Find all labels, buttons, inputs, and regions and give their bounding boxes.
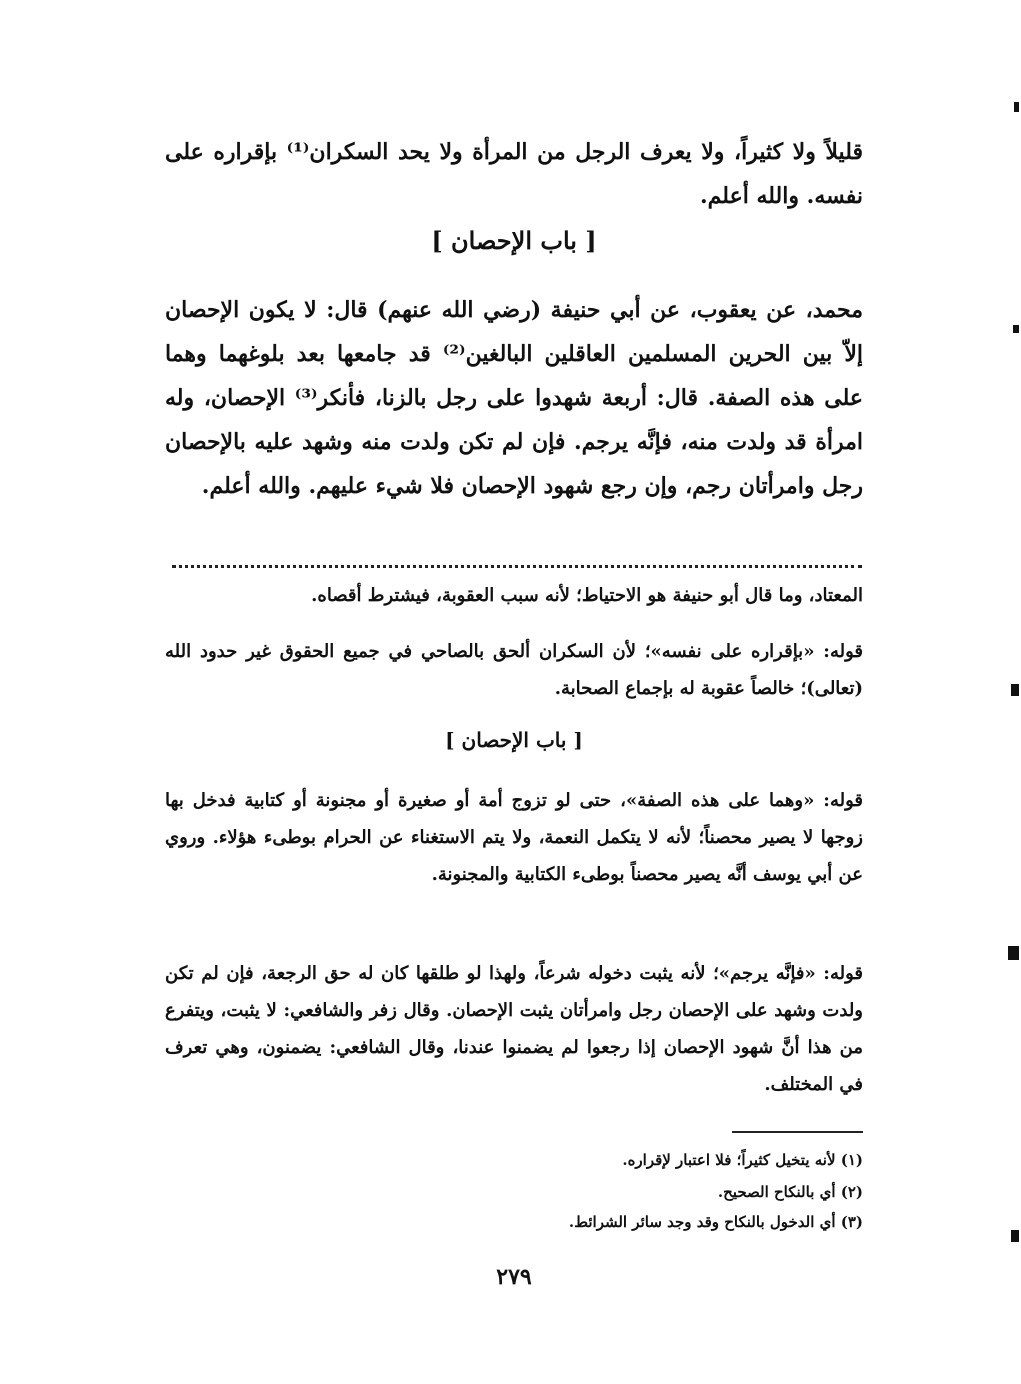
continued-text: قليلاً ولا كثيراً، ولا يعرف الرجل من المرأة ولا يحد السكران⁽¹⁾ بإقراره على نفسه. والله أعلم.: [165, 139, 863, 209]
dotted-separator: [172, 565, 862, 568]
scan-mark: [1011, 1230, 1019, 1242]
footnote-1: (١) لأنه يتخيل كثيراً؛ فلا اعتبار لإقراره.: [622, 1151, 863, 1169]
scan-mark: [1008, 946, 1019, 960]
footnote-rule: [732, 1131, 863, 1133]
commentary-paragraph-2: قوله: «وهما على هذه الصفة»، حتى لو تزوج أمة أو صغيرة أو مجنونة أو كتابية فدخل بها زوجها لا يصير محصناً؛ لأنه لا يتكمل النعمة، ولا يتم الاستغناء عن الحرام بوطىء هؤلاء. وروي عن أبي يوسف أنَّه يصير محصناً بوطىء الكتابية والمجنونة.: [165, 790, 863, 885]
scan-mark: [1014, 102, 1019, 112]
commentary-paragraph-3: قوله: «فإنَّه يرجم»؛ لأنه يثبت دخوله شرعاً، ولهذا لو طلقها كان له حق الرجعة، فإن لم تكن ولدت وشهد على الإحصان رجل وامرأتان يثبت الإحصان. وقال زفر والشافعي: لا يثبت، ويتفرع من هذا أنَّ شهود الإحصان إذا رجعوا لم يضمنوا عندنا، وقال الشافعي: يضمنون، وهي تعرف في المختلف.: [165, 963, 863, 1095]
section-text: محمد، عن يعقوب، عن أبي حنيفة (رضي الله عنهم) قال: لا يكون الإحصان إلاّ بين الحرين المسلمين العاقلين البالغين⁽²⁾ قد جامعها بعد بلوغهما وهما على هذه الصفة. قال: أربعة شهدوا على رجل بالزنا، فأنكر⁽³⁾ الإحصان، وله امرأة قد ولدت منه، فإنَّه يرجم. فإن لم تكن ولدت منه وشهد عليه بالإحصان رجل وامرأتان رجم، وإن رجع شهود الإحصان فلا شيء عليهم. والله أعلم.: [165, 297, 863, 499]
footnote-3: (٣) أي الدخول بالنكاح وقد وجد سائر الشرائط.: [568, 1213, 863, 1231]
commentary-continued: المعتاد، وما قال أبو حنيفة هو الاحتياط؛ لأنه سبب العقوبة، فيشترط أقصاه.: [311, 585, 863, 606]
scan-mark: [1011, 684, 1019, 696]
commentary-paragraph-1: قوله: «بإقراره على نفسه»؛ لأن السكران ألحق بالصاحي في جميع الحقوق غير حدود الله (تعالى)؛ خالصاً عقوبة له بإجماع الصحابة.: [165, 641, 863, 699]
commentary-title: [ باب الإحصان ]: [445, 728, 583, 752]
page-number: ٢٧٩: [496, 1264, 532, 1290]
section-title: [ باب الإحصان ]: [431, 226, 597, 255]
scan-mark: [1013, 325, 1019, 333]
footnote-2: (٢) أي بالنكاح الصحيح.: [717, 1183, 863, 1201]
